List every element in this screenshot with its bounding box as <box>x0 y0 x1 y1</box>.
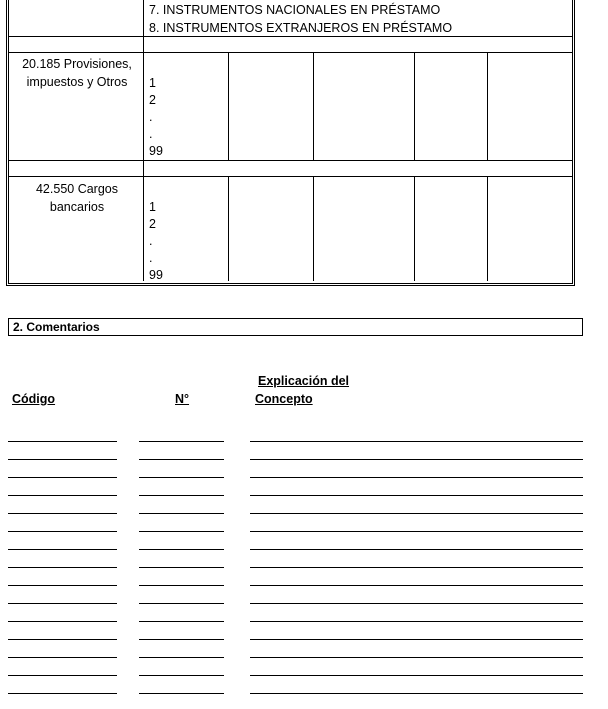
row-code: 2 <box>149 217 156 231</box>
explicacion-header-line2: Concepto <box>255 392 313 406</box>
section-title: 2. Comentarios <box>13 320 100 334</box>
explicacion-blank-line <box>250 603 583 604</box>
row-divider <box>9 160 572 161</box>
row-code: . <box>149 251 153 265</box>
explicacion-blank-line <box>250 531 583 532</box>
codigo-blank-line <box>8 603 117 604</box>
explicacion-header-line1: Explicación del <box>258 374 350 388</box>
numero-blank-line <box>139 639 224 640</box>
numero-blank-line <box>139 459 224 460</box>
row-concept: 20.185 Provisiones, impuestos y Otros <box>22 57 132 89</box>
codigo-blank-line <box>8 621 117 622</box>
column-divider <box>414 177 415 281</box>
explicacion-blank-line <box>250 693 583 694</box>
explicacion-blank-line <box>250 621 583 622</box>
codigo-blank-line <box>8 531 117 532</box>
row-code: . <box>149 127 153 141</box>
codigo-blank-line <box>8 693 117 694</box>
numero-blank-line <box>139 675 224 676</box>
codigo-blank-line <box>8 459 117 460</box>
numero-blank-line <box>139 549 224 550</box>
numero-blank-line <box>139 477 224 478</box>
data-table <box>6 0 575 286</box>
instrument-item: 7. INSTRUMENTOS NACIONALES EN PRÉSTAMO <box>149 3 441 17</box>
codigo-blank-line <box>8 513 117 514</box>
column-divider <box>313 52 314 161</box>
explicacion-blank-line <box>250 513 583 514</box>
comments-section-header <box>8 318 583 336</box>
codigo-header: Código <box>12 392 56 406</box>
codigo-blank-line <box>8 657 117 658</box>
explicacion-blank-line <box>250 675 583 676</box>
numero-blank-line <box>139 495 224 496</box>
row-code: 99 <box>149 268 163 282</box>
explicacion-blank-line <box>250 441 583 442</box>
column-divider <box>313 177 314 281</box>
explicacion-blank-line <box>250 477 583 478</box>
numero-blank-line <box>139 531 224 532</box>
codigo-blank-line <box>8 675 117 676</box>
codigo-blank-line <box>8 585 117 586</box>
explicacion-blank-line <box>250 549 583 550</box>
column-divider <box>487 52 488 161</box>
numero-blank-line <box>139 657 224 658</box>
codigo-blank-line <box>8 567 117 568</box>
instrument-item: 8. INSTRUMENTOS EXTRANJEROS EN PRÉSTAMO <box>149 21 453 35</box>
codigo-blank-line <box>8 549 117 550</box>
explicacion-blank-line <box>250 567 583 568</box>
numero-header: N° <box>175 392 190 406</box>
row-divider <box>9 52 572 53</box>
column-divider <box>487 177 488 281</box>
column-divider <box>228 177 229 281</box>
row-code: 1 <box>149 76 156 90</box>
numero-blank-line <box>139 441 224 442</box>
numero-blank-line <box>139 513 224 514</box>
numero-blank-line <box>139 603 224 604</box>
row-code: . <box>149 234 153 248</box>
row-code: . <box>149 110 153 124</box>
codigo-blank-line <box>8 477 117 478</box>
numero-blank-line <box>139 621 224 622</box>
explicacion-blank-line <box>250 657 583 658</box>
row-code: 1 <box>149 200 156 214</box>
numero-blank-line <box>139 585 224 586</box>
explicacion-blank-line <box>250 495 583 496</box>
codigo-blank-line <box>8 639 117 640</box>
column-divider <box>414 52 415 161</box>
numero-blank-line <box>139 693 224 694</box>
row-code: 2 <box>149 93 156 107</box>
explicacion-blank-line <box>250 585 583 586</box>
codigo-blank-line <box>8 441 117 442</box>
column-divider <box>143 0 144 281</box>
column-divider <box>228 52 229 161</box>
row-code: 99 <box>149 144 163 158</box>
numero-blank-line <box>139 567 224 568</box>
explicacion-blank-line <box>250 459 583 460</box>
row-divider <box>9 176 572 177</box>
codigo-blank-line <box>8 495 117 496</box>
explicacion-blank-line <box>250 639 583 640</box>
row-concept: 42.550 Cargos bancarios <box>35 182 118 214</box>
